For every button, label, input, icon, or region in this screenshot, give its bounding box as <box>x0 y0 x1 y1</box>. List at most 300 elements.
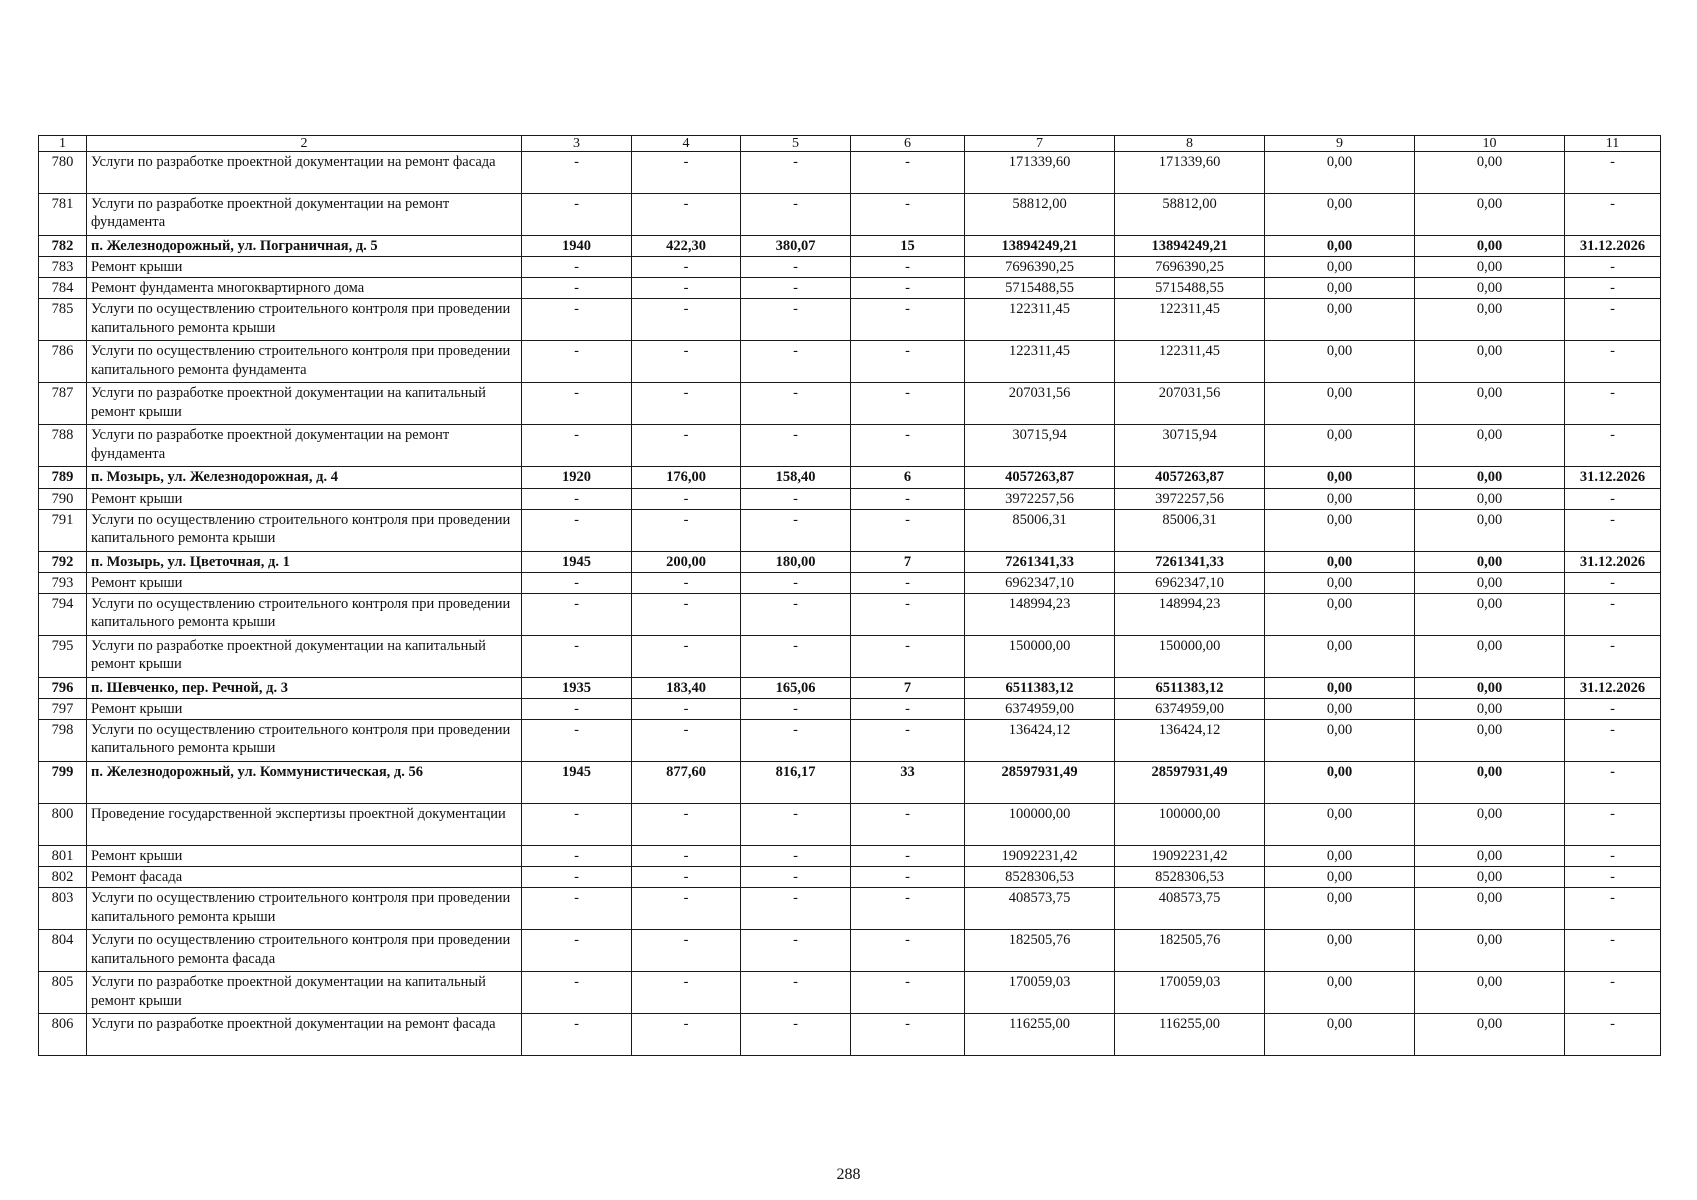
cell-deadline: - <box>1565 299 1661 341</box>
cell-residents: - <box>851 846 965 867</box>
column-number: 10 <box>1415 136 1565 152</box>
address-row <box>39 467 1661 488</box>
row-number: 805 <box>39 972 87 1014</box>
cell-residents: - <box>851 488 965 509</box>
cell-cost-fund: 7261341,33 <box>1115 551 1265 572</box>
cell-deadline: - <box>1565 720 1661 762</box>
cell-cost-fund: 122311,45 <box>1115 299 1265 341</box>
cell-total-area: - <box>632 299 741 341</box>
cell-total-area: - <box>632 888 741 930</box>
cell-residents: - <box>851 572 965 593</box>
cell-living-area: - <box>741 930 851 972</box>
cell-living-area: 158,40 <box>741 467 851 488</box>
cell-total-area: - <box>632 341 741 383</box>
cell-cost-owners: 0,00 <box>1415 867 1565 888</box>
cell-cost-fund: 170059,03 <box>1115 972 1265 1014</box>
cell-cost-owners: 0,00 <box>1415 804 1565 846</box>
cell-deadline: - <box>1565 425 1661 467</box>
cell-residents: - <box>851 720 965 762</box>
cell-cost-budget: 0,00 <box>1265 699 1415 720</box>
cell-cost-budget: 0,00 <box>1265 720 1415 762</box>
cell-cost-fund: 148994,23 <box>1115 593 1265 635</box>
row-name: Ремонт крыши <box>87 488 522 509</box>
row-number: 801 <box>39 846 87 867</box>
cell-total-area: - <box>632 278 741 299</box>
cell-total-area: 200,00 <box>632 551 741 572</box>
cell-living-area: - <box>741 425 851 467</box>
cell-living-area: - <box>741 572 851 593</box>
cell-residents: 33 <box>851 762 965 804</box>
row-name: п. Железнодорожный, ул. Пограничная, д. 5 <box>87 236 522 257</box>
table-row <box>39 341 1661 383</box>
row-name: Проведение государственной экспертизы проектной документации <box>87 804 522 846</box>
cell-cost-budget: 0,00 <box>1265 383 1415 425</box>
cell-year: - <box>522 194 632 236</box>
cell-cost-total: 8528306,53 <box>965 867 1115 888</box>
cell-cost-budget: 0,00 <box>1265 1014 1415 1056</box>
cell-deadline: - <box>1565 509 1661 551</box>
cell-cost-total: 207031,56 <box>965 383 1115 425</box>
cell-year: - <box>522 425 632 467</box>
cell-cost-owners: 0,00 <box>1415 236 1565 257</box>
row-number: 798 <box>39 720 87 762</box>
row-number: 793 <box>39 572 87 593</box>
cell-residents: - <box>851 341 965 383</box>
cell-living-area: 816,17 <box>741 762 851 804</box>
column-number: 4 <box>632 136 741 152</box>
row-name: Ремонт крыши <box>87 699 522 720</box>
row-number: 796 <box>39 677 87 698</box>
cell-residents: - <box>851 425 965 467</box>
row-name: Ремонт фундамента многоквартирного дома <box>87 278 522 299</box>
cell-cost-owners: 0,00 <box>1415 972 1565 1014</box>
cell-cost-fund: 7696390,25 <box>1115 257 1265 278</box>
cell-cost-fund: 6962347,10 <box>1115 572 1265 593</box>
cell-cost-budget: 0,00 <box>1265 677 1415 698</box>
cell-cost-owners: 0,00 <box>1415 341 1565 383</box>
row-number: 787 <box>39 383 87 425</box>
cell-cost-total: 182505,76 <box>965 930 1115 972</box>
table-row <box>39 699 1661 720</box>
cell-cost-budget: 0,00 <box>1265 930 1415 972</box>
column-number-row <box>39 136 1661 152</box>
cell-deadline: - <box>1565 635 1661 677</box>
table-row <box>39 846 1661 867</box>
cell-cost-owners: 0,00 <box>1415 635 1565 677</box>
cell-cost-budget: 0,00 <box>1265 804 1415 846</box>
cell-deadline: 31.12.2026 <box>1565 551 1661 572</box>
cell-deadline: - <box>1565 699 1661 720</box>
cell-cost-fund: 30715,94 <box>1115 425 1265 467</box>
row-name: п. Мозырь, ул. Цветочная, д. 1 <box>87 551 522 572</box>
cell-living-area: 180,00 <box>741 551 851 572</box>
cell-cost-budget: 0,00 <box>1265 572 1415 593</box>
cell-deadline: 31.12.2026 <box>1565 677 1661 698</box>
cell-year: 1945 <box>522 551 632 572</box>
cell-residents: - <box>851 299 965 341</box>
cell-cost-total: 85006,31 <box>965 509 1115 551</box>
cell-cost-owners: 0,00 <box>1415 278 1565 299</box>
table-body <box>39 152 1661 1056</box>
cell-year: - <box>522 930 632 972</box>
cell-residents: - <box>851 888 965 930</box>
cell-total-area: - <box>632 867 741 888</box>
column-number: 2 <box>87 136 522 152</box>
repair-program-table <box>38 135 1661 1056</box>
cell-total-area: - <box>632 488 741 509</box>
cell-year: 1935 <box>522 677 632 698</box>
table-row <box>39 488 1661 509</box>
cell-cost-owners: 0,00 <box>1415 194 1565 236</box>
cell-cost-fund: 6511383,12 <box>1115 677 1265 698</box>
cell-cost-budget: 0,00 <box>1265 846 1415 867</box>
cell-cost-fund: 85006,31 <box>1115 509 1265 551</box>
cell-living-area: - <box>741 257 851 278</box>
cell-deadline: - <box>1565 488 1661 509</box>
row-number: 783 <box>39 257 87 278</box>
cell-cost-total: 28597931,49 <box>965 762 1115 804</box>
cell-residents: 7 <box>851 551 965 572</box>
cell-living-area: - <box>741 699 851 720</box>
cell-cost-total: 116255,00 <box>965 1014 1115 1056</box>
table-row <box>39 425 1661 467</box>
cell-total-area: 877,60 <box>632 762 741 804</box>
cell-total-area: - <box>632 846 741 867</box>
cell-residents: - <box>851 930 965 972</box>
cell-cost-fund: 5715488,55 <box>1115 278 1265 299</box>
column-number: 8 <box>1115 136 1265 152</box>
cell-living-area: - <box>741 593 851 635</box>
table-row <box>39 152 1661 194</box>
cell-living-area: 380,07 <box>741 236 851 257</box>
row-number: 780 <box>39 152 87 194</box>
cell-residents: - <box>851 509 965 551</box>
cell-cost-total: 136424,12 <box>965 720 1115 762</box>
cell-residents: - <box>851 593 965 635</box>
cell-residents: - <box>851 194 965 236</box>
cell-cost-budget: 0,00 <box>1265 278 1415 299</box>
cell-cost-owners: 0,00 <box>1415 509 1565 551</box>
cell-living-area: - <box>741 278 851 299</box>
cell-cost-budget: 0,00 <box>1265 152 1415 194</box>
cell-cost-budget: 0,00 <box>1265 194 1415 236</box>
address-row <box>39 236 1661 257</box>
row-number: 795 <box>39 635 87 677</box>
row-name: Услуги по разработке проектной документации на капитальный ремонт крыши <box>87 383 522 425</box>
cell-year: 1920 <box>522 467 632 488</box>
row-number: 791 <box>39 509 87 551</box>
cell-year: 1945 <box>522 762 632 804</box>
cell-residents: 7 <box>851 677 965 698</box>
cell-year: - <box>522 1014 632 1056</box>
row-name: Услуги по осуществлению строительного контроля при проведении капитального ремонта крыши <box>87 299 522 341</box>
cell-year: - <box>522 720 632 762</box>
cell-cost-total: 4057263,87 <box>965 467 1115 488</box>
cell-cost-budget: 0,00 <box>1265 488 1415 509</box>
cell-residents: - <box>851 635 965 677</box>
cell-cost-owners: 0,00 <box>1415 930 1565 972</box>
cell-cost-owners: 0,00 <box>1415 572 1565 593</box>
cell-residents: - <box>851 257 965 278</box>
cell-cost-total: 6511383,12 <box>965 677 1115 698</box>
cell-cost-total: 171339,60 <box>965 152 1115 194</box>
cell-cost-budget: 0,00 <box>1265 341 1415 383</box>
cell-cost-fund: 100000,00 <box>1115 804 1265 846</box>
cell-living-area: - <box>741 846 851 867</box>
column-number: 1 <box>39 136 87 152</box>
table-row <box>39 720 1661 762</box>
cell-living-area: - <box>741 341 851 383</box>
cell-cost-budget: 0,00 <box>1265 257 1415 278</box>
cell-cost-total: 6962347,10 <box>965 572 1115 593</box>
cell-cost-budget: 0,00 <box>1265 467 1415 488</box>
cell-total-area: - <box>632 593 741 635</box>
cell-deadline: - <box>1565 930 1661 972</box>
cell-deadline: - <box>1565 257 1661 278</box>
table-row <box>39 635 1661 677</box>
cell-cost-total: 7696390,25 <box>965 257 1115 278</box>
cell-cost-budget: 0,00 <box>1265 762 1415 804</box>
cell-year: - <box>522 888 632 930</box>
row-number: 803 <box>39 888 87 930</box>
row-number: 797 <box>39 699 87 720</box>
table-row <box>39 1014 1661 1056</box>
cell-cost-fund: 6374959,00 <box>1115 699 1265 720</box>
cell-residents: - <box>851 972 965 1014</box>
cell-cost-total: 3972257,56 <box>965 488 1115 509</box>
row-name: Услуги по разработке проектной документации на ремонт фасада <box>87 152 522 194</box>
cell-cost-budget: 0,00 <box>1265 972 1415 1014</box>
row-number: 781 <box>39 194 87 236</box>
cell-living-area: - <box>741 972 851 1014</box>
cell-living-area: - <box>741 299 851 341</box>
cell-living-area: 165,06 <box>741 677 851 698</box>
cell-cost-fund: 150000,00 <box>1115 635 1265 677</box>
row-name: Услуги по осуществлению строительного контроля при проведении капитального ремонта крыши <box>87 888 522 930</box>
row-name: п. Шевченко, пер. Речной, д. 3 <box>87 677 522 698</box>
cell-year: - <box>522 152 632 194</box>
cell-deadline: - <box>1565 972 1661 1014</box>
row-number: 784 <box>39 278 87 299</box>
cell-cost-budget: 0,00 <box>1265 425 1415 467</box>
cell-cost-fund: 122311,45 <box>1115 341 1265 383</box>
table-row <box>39 867 1661 888</box>
cell-deadline: - <box>1565 572 1661 593</box>
cell-cost-budget: 0,00 <box>1265 593 1415 635</box>
cell-cost-fund: 408573,75 <box>1115 888 1265 930</box>
cell-cost-total: 30715,94 <box>965 425 1115 467</box>
cell-cost-owners: 0,00 <box>1415 425 1565 467</box>
table-row <box>39 299 1661 341</box>
cell-living-area: - <box>741 488 851 509</box>
row-name: Ремонт крыши <box>87 257 522 278</box>
cell-cost-total: 148994,23 <box>965 593 1115 635</box>
cell-living-area: - <box>741 888 851 930</box>
cell-residents: - <box>851 152 965 194</box>
table-row <box>39 888 1661 930</box>
cell-deadline: - <box>1565 593 1661 635</box>
cell-year: - <box>522 278 632 299</box>
cell-cost-fund: 19092231,42 <box>1115 846 1265 867</box>
cell-cost-fund: 58812,00 <box>1115 194 1265 236</box>
table-row <box>39 593 1661 635</box>
cell-residents: - <box>851 1014 965 1056</box>
row-name: Услуги по осуществлению строительного контроля при проведении капитального ремонта крыши <box>87 593 522 635</box>
cell-living-area: - <box>741 152 851 194</box>
cell-cost-fund: 207031,56 <box>1115 383 1265 425</box>
cell-cost-fund: 8528306,53 <box>1115 867 1265 888</box>
cell-deadline: - <box>1565 341 1661 383</box>
cell-year: - <box>522 593 632 635</box>
cell-deadline: - <box>1565 804 1661 846</box>
address-row <box>39 677 1661 698</box>
cell-cost-owners: 0,00 <box>1415 299 1565 341</box>
cell-cost-total: 6374959,00 <box>965 699 1115 720</box>
cell-deadline: - <box>1565 762 1661 804</box>
cell-living-area: - <box>741 1014 851 1056</box>
table-row <box>39 930 1661 972</box>
table-row <box>39 257 1661 278</box>
cell-residents: 6 <box>851 467 965 488</box>
cell-cost-total: 100000,00 <box>965 804 1115 846</box>
cell-residents: - <box>851 699 965 720</box>
cell-cost-fund: 116255,00 <box>1115 1014 1265 1056</box>
row-name: п. Мозырь, ул. Железнодорожная, д. 4 <box>87 467 522 488</box>
table-row <box>39 572 1661 593</box>
cell-cost-owners: 0,00 <box>1415 488 1565 509</box>
row-number: 788 <box>39 425 87 467</box>
cell-cost-owners: 0,00 <box>1415 1014 1565 1056</box>
cell-deadline: - <box>1565 383 1661 425</box>
row-name: Услуги по осуществлению строительного контроля при проведении капитального ремонта фасада <box>87 930 522 972</box>
cell-total-area: - <box>632 572 741 593</box>
cell-cost-owners: 0,00 <box>1415 677 1565 698</box>
cell-total-area: - <box>632 720 741 762</box>
cell-total-area: - <box>632 383 741 425</box>
cell-deadline: - <box>1565 846 1661 867</box>
column-number: 6 <box>851 136 965 152</box>
cell-residents: 15 <box>851 236 965 257</box>
cell-cost-fund: 3972257,56 <box>1115 488 1265 509</box>
row-name: Услуги по разработке проектной документации на капитальный ремонт крыши <box>87 972 522 1014</box>
cell-cost-budget: 0,00 <box>1265 888 1415 930</box>
row-number: 789 <box>39 467 87 488</box>
cell-cost-total: 122311,45 <box>965 299 1115 341</box>
row-name: Услуги по осуществлению строительного контроля при проведении капитального ремонта крыши <box>87 720 522 762</box>
cell-year: - <box>522 635 632 677</box>
row-number: 802 <box>39 867 87 888</box>
cell-living-area: - <box>741 194 851 236</box>
column-number: 7 <box>965 136 1115 152</box>
cell-total-area: - <box>632 699 741 720</box>
column-number: 11 <box>1565 136 1661 152</box>
row-name: Услуги по разработке проектной документации на ремонт фундамента <box>87 425 522 467</box>
cell-total-area: - <box>632 152 741 194</box>
cell-total-area: - <box>632 972 741 1014</box>
cell-cost-owners: 0,00 <box>1415 888 1565 930</box>
cell-year: - <box>522 804 632 846</box>
cell-cost-budget: 0,00 <box>1265 509 1415 551</box>
column-number: 5 <box>741 136 851 152</box>
cell-cost-total: 170059,03 <box>965 972 1115 1014</box>
row-name: Услуги по осуществлению строительного контроля при проведении капитального ремонта крыши <box>87 509 522 551</box>
row-name: Услуги по осуществлению строительного контроля при проведении капитального ремонта фундамента <box>87 341 522 383</box>
cell-total-area: - <box>632 509 741 551</box>
cell-year: - <box>522 509 632 551</box>
cell-total-area: - <box>632 635 741 677</box>
row-name: Услуги по разработке проектной документации на капитальный ремонт крыши <box>87 635 522 677</box>
row-name: Услуги по разработке проектной документации на ремонт фасада <box>87 1014 522 1056</box>
cell-living-area: - <box>741 867 851 888</box>
table-row <box>39 194 1661 236</box>
cell-cost-fund: 182505,76 <box>1115 930 1265 972</box>
cell-cost-owners: 0,00 <box>1415 383 1565 425</box>
row-name: Услуги по разработке проектной документации на ремонт фундамента <box>87 194 522 236</box>
cell-total-area: - <box>632 1014 741 1056</box>
cell-cost-total: 13894249,21 <box>965 236 1115 257</box>
row-name: Ремонт фасада <box>87 867 522 888</box>
cell-residents: - <box>851 278 965 299</box>
row-name: Ремонт крыши <box>87 572 522 593</box>
row-number: 800 <box>39 804 87 846</box>
cell-deadline: - <box>1565 1014 1661 1056</box>
cell-cost-total: 19092231,42 <box>965 846 1115 867</box>
cell-living-area: - <box>741 383 851 425</box>
cell-total-area: 176,00 <box>632 467 741 488</box>
cell-deadline: 31.12.2026 <box>1565 236 1661 257</box>
cell-cost-fund: 28597931,49 <box>1115 762 1265 804</box>
row-number: 782 <box>39 236 87 257</box>
cell-residents: - <box>851 804 965 846</box>
cell-total-area: 422,30 <box>632 236 741 257</box>
table-row <box>39 804 1661 846</box>
cell-cost-owners: 0,00 <box>1415 846 1565 867</box>
cell-year: - <box>522 299 632 341</box>
cell-cost-owners: 0,00 <box>1415 762 1565 804</box>
table-row <box>39 972 1661 1014</box>
page-number: 288 <box>836 1166 861 1183</box>
cell-cost-budget: 0,00 <box>1265 867 1415 888</box>
cell-total-area: - <box>632 257 741 278</box>
cell-deadline: 31.12.2026 <box>1565 467 1661 488</box>
cell-cost-owners: 0,00 <box>1415 593 1565 635</box>
cell-cost-budget: 0,00 <box>1265 551 1415 572</box>
column-number: 3 <box>522 136 632 152</box>
cell-cost-total: 5715488,55 <box>965 278 1115 299</box>
cell-residents: - <box>851 383 965 425</box>
cell-total-area: - <box>632 194 741 236</box>
cell-cost-fund: 171339,60 <box>1115 152 1265 194</box>
cell-cost-total: 150000,00 <box>965 635 1115 677</box>
row-number: 785 <box>39 299 87 341</box>
cell-total-area: - <box>632 425 741 467</box>
row-number: 804 <box>39 930 87 972</box>
cell-living-area: - <box>741 635 851 677</box>
cell-year: - <box>522 488 632 509</box>
cell-living-area: - <box>741 509 851 551</box>
table-row <box>39 509 1661 551</box>
row-number: 786 <box>39 341 87 383</box>
table-row <box>39 278 1661 299</box>
cell-residents: - <box>851 867 965 888</box>
cell-cost-total: 7261341,33 <box>965 551 1115 572</box>
row-number: 792 <box>39 551 87 572</box>
cell-cost-fund: 136424,12 <box>1115 720 1265 762</box>
cell-year: - <box>522 699 632 720</box>
row-number: 806 <box>39 1014 87 1056</box>
table-row <box>39 383 1661 425</box>
cell-year: - <box>522 867 632 888</box>
